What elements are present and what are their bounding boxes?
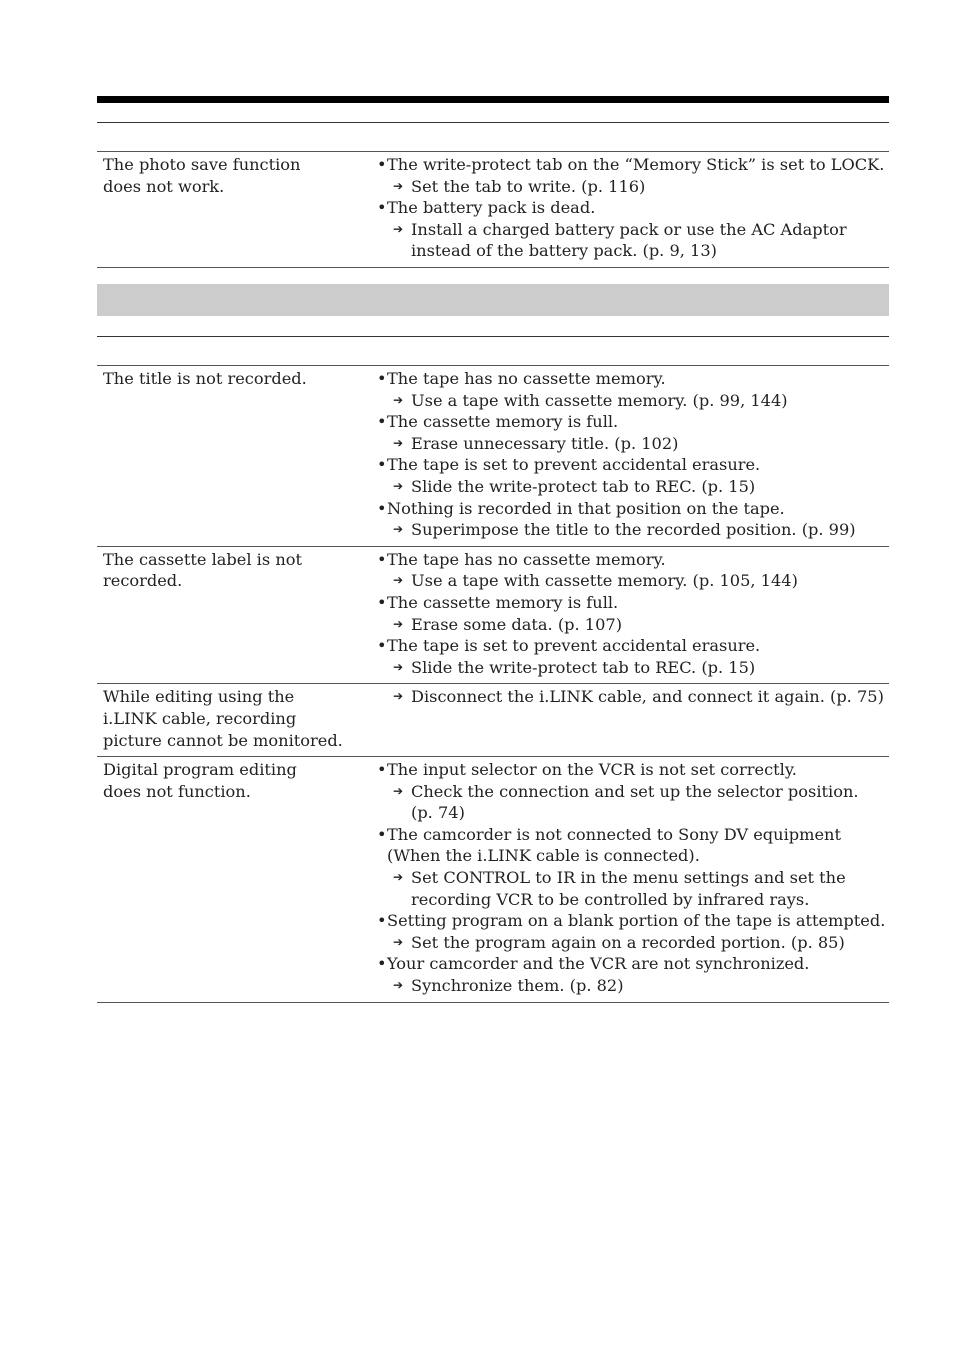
arrow-right-icon: ➔ — [393, 392, 404, 407]
bullet-icon: • — [377, 911, 387, 931]
symptom-cell — [97, 154, 375, 262]
bullet-icon: • — [377, 498, 387, 518]
remedy-text: Install a charged battery pack or use the AC Adaptor — [411, 219, 847, 239]
cause-item — [375, 197, 889, 219]
table-row — [97, 684, 889, 757]
arrow-right-icon: ➔ — [393, 522, 404, 537]
remedy-text: (p. 74) — [411, 803, 465, 823]
symptom-line: does not work. — [103, 176, 225, 196]
bullet-icon: • — [377, 198, 387, 218]
cause-item — [375, 592, 889, 614]
cause-text: The tape has no cassette memory. — [387, 549, 666, 569]
cause-text: Your camcorder and the VCR are not synchronized. — [387, 954, 810, 974]
bullet-icon: • — [377, 824, 387, 844]
cause-text: Nothing is recorded in that position on the tape. — [387, 498, 785, 518]
symptom-line: i.LINK cable, recording — [103, 708, 297, 728]
remedy-text: Set the program again on a recorded portion. (p. 85) — [411, 932, 845, 952]
bullet-icon: • — [377, 155, 387, 174]
table-row — [97, 366, 889, 547]
remedy-text: Use a tape with cassette memory. (p. 105, 144) — [411, 571, 798, 591]
arrow-right-icon: ➔ — [393, 616, 404, 631]
remedy-item — [375, 570, 889, 592]
cause-item — [375, 635, 889, 657]
cause-item — [375, 498, 889, 520]
symptom-cell — [97, 759, 375, 997]
remedy-item — [375, 519, 889, 541]
symptom-line: Digital program editing — [103, 760, 297, 780]
arrow-right-icon: ➔ — [393, 689, 404, 704]
cause-text: The camcorder is not connected to Sony DV equipment — [387, 824, 841, 844]
remedy-text: instead of the battery pack. (p. 9, 13) — [411, 241, 717, 261]
arrow-right-icon: ➔ — [393, 478, 404, 493]
remedy-text: Check the connection and set up the selector position. — [411, 781, 859, 801]
arrow-right-icon: ➔ — [393, 435, 404, 450]
cause-text: (When the i.LINK cable is connected). — [387, 846, 700, 866]
remedy-item — [375, 614, 889, 636]
cause-text: The tape is set to prevent accidental erasure. — [387, 636, 761, 656]
cause-text: The cassette memory is full. — [387, 412, 619, 432]
cause-remedy-cell — [375, 549, 889, 679]
cause-text: The tape has no cassette memory. — [387, 369, 666, 388]
remedy-item — [375, 975, 889, 997]
remedy-text: Erase unnecessary title. (p. 102) — [411, 433, 679, 453]
remedy-item — [375, 781, 889, 824]
remedy-text: Synchronize them. (p. 82) — [411, 976, 624, 996]
bullet-icon: • — [377, 549, 387, 569]
cause-text: The input selector on the VCR is not set correctly. — [387, 760, 797, 780]
cause-remedy-cell — [375, 154, 889, 262]
symptom-cell — [97, 368, 375, 541]
bullet-icon: • — [377, 412, 387, 432]
cause-item — [375, 759, 889, 781]
table-header-rule-1 — [97, 122, 889, 123]
arrow-right-icon: ➔ — [393, 659, 404, 674]
cause-item — [375, 549, 889, 571]
symptom-line: picture cannot be monitored. — [103, 730, 343, 750]
table-row — [97, 152, 889, 268]
cause-remedy-cell — [375, 686, 889, 751]
top-rule — [97, 96, 889, 103]
symptom-line: The photo save function — [103, 155, 301, 174]
cause-text: Setting program on a blank portion of the tape is attempted. — [387, 911, 886, 931]
remedy-item — [375, 219, 889, 262]
remedy-item — [375, 176, 889, 198]
cause-item — [375, 411, 889, 433]
cause-remedy-cell — [375, 368, 889, 541]
remedy-text: Superimpose the title to the recorded position. (p. 99) — [411, 520, 856, 540]
remedy-text: Use a tape with cassette memory. (p. 99, 144) — [411, 390, 788, 410]
cause-remedy-cell — [375, 759, 889, 997]
remedy-item — [375, 390, 889, 412]
bullet-icon: • — [377, 954, 387, 974]
cause-item — [375, 368, 889, 390]
symptom-line: The title is not recorded. — [103, 369, 307, 388]
remedy-item — [375, 686, 889, 708]
cause-item — [375, 454, 889, 476]
remedy-text: Slide the write-protect tab to REC. (p. 15) — [411, 476, 756, 496]
table-row — [97, 757, 889, 1003]
arrow-right-icon: ➔ — [393, 221, 404, 236]
symptom-line: does not function. — [103, 781, 251, 801]
cause-item — [375, 953, 889, 975]
remedy-text: Set CONTROL to IR in the menu settings and set the — [411, 868, 846, 888]
symptom-line: The cassette label is not — [103, 549, 302, 569]
remedy-item — [375, 657, 889, 679]
arrow-right-icon: ➔ — [393, 934, 404, 949]
remedy-item — [375, 867, 889, 910]
symptom-line: recorded. — [103, 571, 183, 591]
cause-text: The battery pack is dead. — [387, 198, 596, 218]
bullet-icon: • — [377, 636, 387, 656]
table-row — [97, 547, 889, 685]
table-header-rule-2 — [97, 336, 889, 337]
symptom-line: While editing using the — [103, 687, 295, 707]
arrow-right-icon: ➔ — [393, 573, 404, 588]
cause-text: The tape is set to prevent accidental erasure. — [387, 455, 761, 475]
remedy-text: Erase some data. (p. 107) — [411, 614, 623, 634]
remedy-text: Disconnect the i.LINK cable, and connect it again. (p. 75) — [411, 687, 884, 707]
cause-item — [375, 154, 889, 176]
arrow-right-icon: ➔ — [393, 783, 404, 798]
remedy-text: recording VCR to be controlled by infrared rays. — [411, 889, 810, 909]
troubleshooting-table-editing — [97, 365, 889, 1003]
bullet-icon: • — [377, 455, 387, 475]
troubleshooting-table-photo — [97, 151, 889, 268]
remedy-item — [375, 433, 889, 455]
cause-text: The cassette memory is full. — [387, 592, 619, 612]
symptom-cell — [97, 686, 375, 751]
bullet-icon: • — [377, 369, 387, 388]
remedy-item — [375, 476, 889, 498]
remedy-text: Slide the write-protect tab to REC. (p. 15) — [411, 657, 756, 677]
cause-item — [375, 910, 889, 932]
bullet-icon: • — [377, 760, 387, 780]
arrow-right-icon: ➔ — [393, 978, 404, 993]
section-header-band — [97, 284, 889, 316]
bullet-icon: • — [377, 592, 387, 612]
remedy-item — [375, 932, 889, 954]
symptom-cell — [97, 549, 375, 679]
arrow-right-icon: ➔ — [393, 870, 404, 885]
cause-text: The write-protect tab on the “Memory Stick” is set to LOCK. — [387, 155, 885, 174]
arrow-right-icon: ➔ — [393, 178, 404, 193]
cause-item — [375, 824, 889, 867]
remedy-text: Set the tab to write. (p. 116) — [411, 176, 646, 196]
